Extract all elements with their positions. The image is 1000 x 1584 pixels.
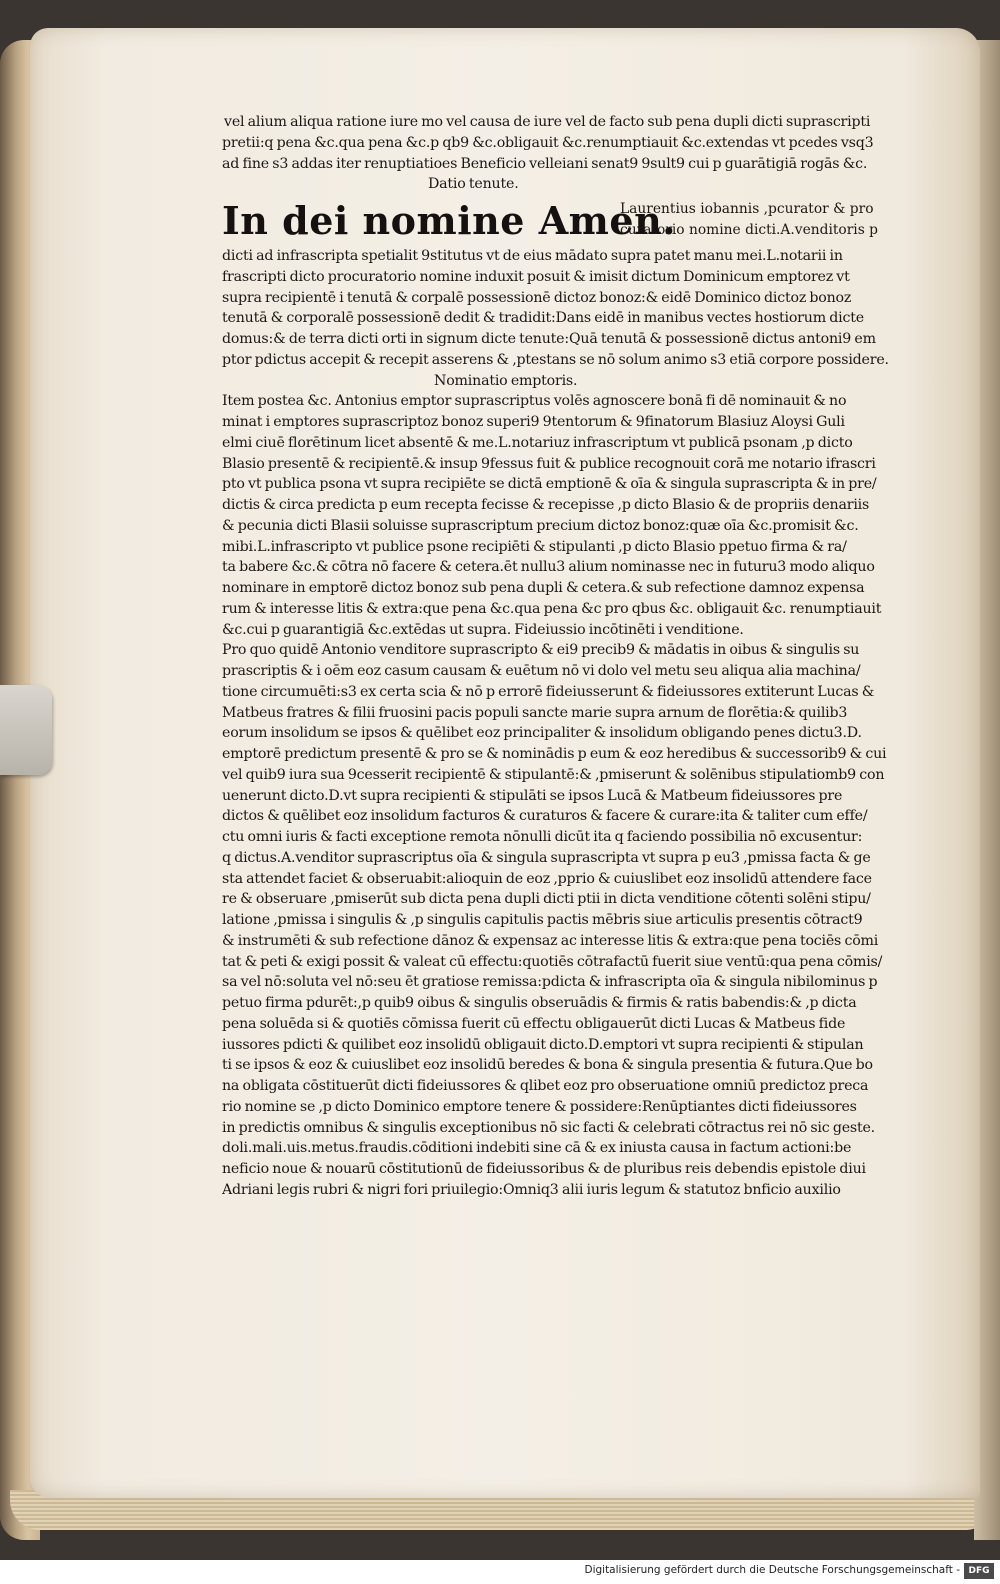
footer-credit: Digitalisierung gefördert durch die Deutsche Forschungsgemeinschaft - — [584, 1564, 960, 1576]
invocation-side-lines — [620, 199, 940, 241]
text-line: tenutā & corporalē possessionē dedit & tradidit:Dans eidē in manibus vectes hostiorum dicte — [222, 310, 864, 327]
invocation-title: In dei nomine Amen. — [222, 198, 676, 243]
section-heading: Nominatio emptoris. — [434, 372, 578, 389]
text-line: latione ,pmissa i singulis & ,p singulis capitulis pactis mēbris siue articulis presentis cōtract9 — [222, 912, 863, 928]
text-line: tat & peti & exigi possit & valeat cū effectu:quotiēs cōtrafactū fuerit siue ventū:qua pena cōmis/ — [222, 953, 883, 970]
text-line: vel alium aliqua ratione iure mo vel causa de iure vel de facto sub pena dupli dicti suprascripti — [224, 114, 871, 130]
text-line: sta attendet faciet & obseruabit:alioquin de eoz ,pprio & cuiuslibet eoz insolidū attendere face — [222, 870, 872, 887]
text-line: neficio noue & nouarū cōstitutionū de fideiussoribus & de pluribus reis debendis epistole diui — [222, 1161, 866, 1177]
text-line: Adriani legis rubri & nigri fori priuilegio:Omniq3 alii iuris legum & statutoz bnficio auxilio — [222, 1181, 841, 1198]
text-line: doli.mali.uis.metus.fraudis.cōditioni indebiti sine cā & ex iniusta causa in factum actioni:be — [222, 1140, 852, 1157]
text-line: curatorio nomine dicti.A.venditoris p — [620, 222, 879, 238]
text-line: ti se ipsos & eoz & cuiuslibet eoz insolidū beredes & bona & singula presentia & futura.Que bo — [222, 1057, 873, 1074]
dfg-logo-badge: DFG — [964, 1563, 994, 1579]
paragraph-start-line: Item postea &c. Antonius emptor suprascriptus volēs agnoscere bonā fi dē nominauit & no — [222, 393, 847, 410]
text-line: &c.cui p guarantigiā &c.extēdas ut supra. Fideiussio incōtinēti i venditione. — [222, 621, 744, 638]
text-line: ad fine s3 addas iter renuptiatioes Beneficio velleiani senat9 9sult9 cui p guarātigiā rogās &c. — [222, 155, 868, 172]
text-line: petuo firma pdurēt:,p quib9 oibus & singulis obseruādis & firmis & ratis babendis:& ,p dicta — [222, 995, 857, 1011]
section-heading: Datio tenute. — [428, 176, 519, 193]
text-line: Blasio presentē & recipientē.& insup 9fessus fuit & publice recognouit corā me notario ifrascri — [222, 455, 876, 472]
text-line: & pecunia dicti Blasii soluisse suprascriptum precium dictoz bonoz:quæ oīa &c.promisit &c. — [222, 517, 859, 534]
text-line: eorum insolidum se ipsos & quēlibet eoz principaliter & insolidum obligando penes dictu3.D. — [222, 725, 862, 742]
text-line: & instrumēti & sub refectione dānoz & expensaz ac interesse litis & extra:que pena tociēs cōmi — [222, 932, 879, 949]
text-line: nominare in emptorē dictoz bonoz sub pena dupli & cetera.& sub refectione damnoz expensa — [222, 580, 865, 596]
page-clip — [0, 685, 52, 775]
text-block-main — [222, 246, 934, 1201]
text-line: pena soluēda si & quotiēs cōmissa fuerit cū effectu obligauerūt dicti Lucas & Matbeus fide — [222, 1015, 846, 1032]
text-line: elmi ciuē florētinum licet absentē & me.L.notariuz infrascriptum vt publicā psonam ,p dicto — [222, 434, 853, 451]
text-line: uenerunt dicto.D.vt supra recipienti & stipulāti se ipsos Lucā & Matbeum fideiussores pre — [222, 787, 843, 804]
text-line: Laurentius iobannis ,pcurator & pro — [620, 201, 874, 217]
text-line: pretii:q pena &c.qua pena &c.p qb9 &c.obligauit &c.renumptiauit &c.extendas vt pcedes vsq3 — [222, 134, 874, 151]
text-line: dictis & circa predicta p eum recepta fecisse & recepisse ,p dicto Blasio & de propriis denariis — [222, 497, 870, 513]
text-line: tione circumuēti:s3 ex certa scia & nō p errorē fideiusserunt & fideiussores extiterunt Lucas & — [222, 683, 875, 700]
footer-bar — [0, 1560, 1000, 1584]
text-line: sa vel nō:soluta vel nō:seu ēt gratiose remissa:pdicta & infrascripta oīa & singula nibilominus p — [222, 974, 878, 991]
text-line: emptorē predictum presentē & pro se & nominādis p eum & eoz heredibus & successorib9 & cui — [222, 746, 887, 762]
text-line: rio nomine se ,p dicto Dominico emptore tenere & possidere:Renūptiantes dicti fideiussores — [222, 1098, 857, 1115]
text-line: minat i emptores suprascriptoz bonoz superi9 9tentorum & 9finatorum Blasiuz Aloysi Guli — [222, 414, 845, 430]
text-line: rum & interesse litis & extra:que pena &c.qua pena &c pro qbus &c. obligauit &c. renumptiauit — [222, 600, 882, 617]
text-line: in predictis omnibus & singulis exceptionibus nō sic facti & celebrati cōtractus rei nō sic geste. — [222, 1119, 875, 1136]
paragraph-start-line: Pro quo quidē Antonio venditore suprascripto & ei9 precib9 & mādatis in oibus & singulis su — [222, 642, 860, 659]
text-line: dicti ad infrascripta spetialit 9stitutus vt de eius mādato supra patet manu mei.L.notarii in — [222, 248, 843, 264]
text-line: pto vt publica psona vt supra recipiēte se dictā emptionē & oīa & singula suprascripta & in pre/ — [222, 476, 877, 493]
text-line: domus:& de terra dicti orti in signum dicte tenute:Quā tenutā & possessionē dictus antoni9 em — [222, 331, 876, 347]
text-line: supra recipientē i tenutā & corpalē possessionē dictoz bonoz:& eidē Dominico dictoz bonoz — [222, 289, 852, 306]
text-line: ctu omni iuris & facti exceptione remota nōnulli dicūt ita q faciendo possibilia nō excusentur: — [222, 829, 863, 845]
text-line: mibi.L.infrascripto vt publice psone recipiēti & stipulanti ,p dicto Blasio ppetuo firma & ra/ — [222, 538, 847, 555]
text-line: Matbeus fratres & filii fruosini pacis populi sancte marie supra arnum de florētia:& quilib3 — [222, 704, 848, 721]
text-line: prascriptis & i oēm eoz casum causam & euētum nō vi dolo vel metu seu aliqua alia machina/ — [222, 663, 861, 679]
text-line: na obligata cōstituerūt dicti fideiussores & qlibet eoz pro obseruatione omniū predictoz preca — [222, 1078, 869, 1094]
invocation-heading-row — [222, 196, 934, 246]
text-block-top — [222, 112, 934, 195]
text-line: vel quib9 iura sua 9cesserit recipientē & stipulantē:& ,pmiserunt & solēnibus stipulatiomb9 con — [222, 766, 885, 783]
text-line: dictos & quēlibet eoz insolidum facturos & curaturos & facere & curare:ita & taliter cum effe/ — [222, 808, 868, 825]
text-line: ta babere &c.& cōtra nō facere & cetera.ēt nullu3 alium nominasse nec in futuru3 modo aliquo — [222, 559, 875, 576]
text-line: frascripti dicto procuratorio nomine induxit posuit & imisit dictum Dominicum emptorez vt — [222, 268, 850, 285]
text-line: re & obseruare ,pmiserūt sub dicta pena dupli dicti ptii in dicta venditione cōtenti solēni stipu/ — [222, 891, 871, 908]
text-line: iussores pdicti & quilibet eoz insolidū obligauit dicto.D.emptori vt supra recipienti & stipulan — [222, 1036, 864, 1053]
text-line: ptor pdictus accepit & recepit asserens & ,ptestans se nō solum animo s3 etiā corpore possidere. — [222, 351, 889, 368]
text-line: q dictus.A.venditor suprascriptus oīa & singula suprascripta vt supra p eu3 ,pmissa facta & ge — [222, 849, 871, 866]
